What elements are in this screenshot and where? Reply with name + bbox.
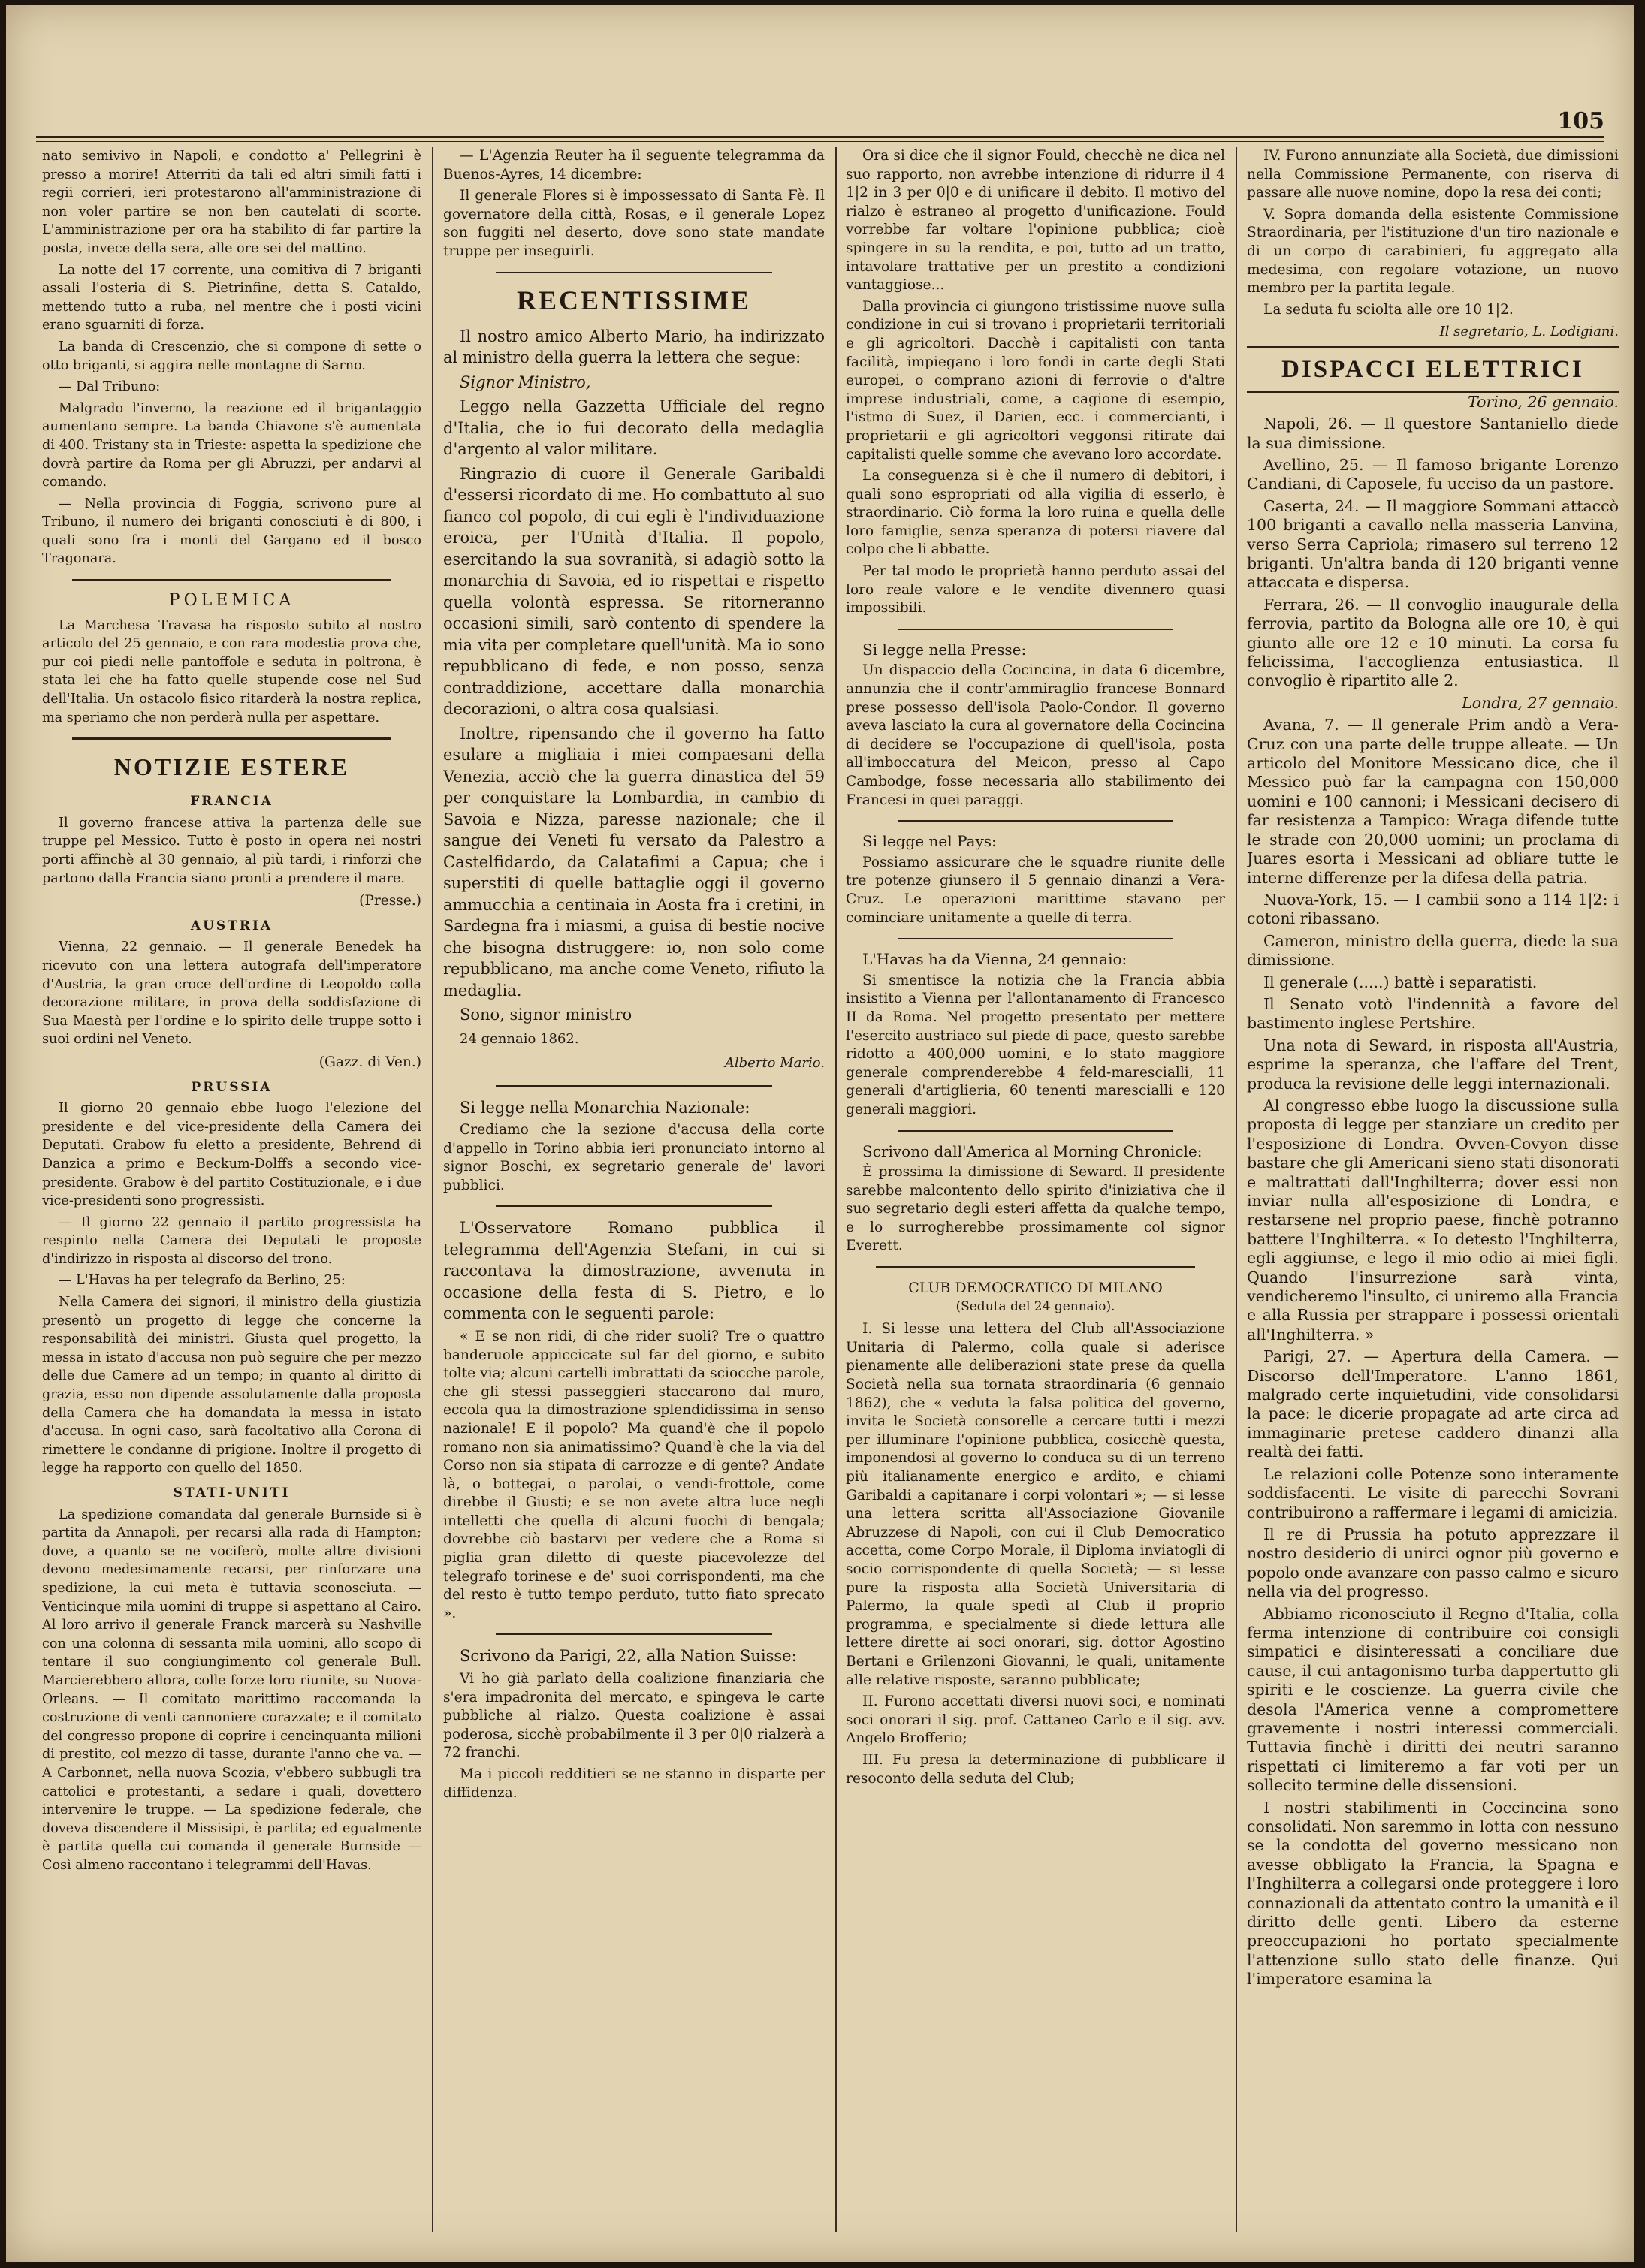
paragraph: Scrivono dall'America al Morning Chronicle: [862, 1142, 1203, 1160]
paragraph: La notte del 17 corrente, una comitiva di 7 briganti assali l'osteria di S. Pietrinfine, detta S. Cataldo, mettendo tutto a ruba, nel mentre che i posti vicini erano sguarniti di forza. [42, 262, 421, 333]
country-heading-francia: FRANCIA [190, 794, 273, 810]
salutation: Signor Ministro, [460, 372, 591, 391]
dispatch: Le relazioni colle Potenze sono interamente soddisfacenti. Le visite di parecchi Sovrani contribuirono a raffermare i legami di amicizia. [1247, 1464, 1619, 1522]
paragraph: È prossima la dimissione di Seward. Il presidente sarebbe malcontento dello spirito d'iniziativa che il suo segretario degli esteri affetta da qualche tempo, e lo surrogherebbe prossimamente col signor Everett. [846, 1164, 1225, 1254]
dispatch: Cameron, ministro della guerra, diede la sua dimissione. [1247, 931, 1619, 970]
dispatch: Una nota di Seward, in risposta all'Austria, esprime la speranza, che l'affare del Trent, produca la revisione delle leggi internazionali. [1247, 1036, 1619, 1093]
paragraph: I. Si lesse una lettera del Club all'Associazione Unitaria di Palermo, colla quale si aderisce pienamente alle deliberazioni state prese da quella Società nella sua tornata straordinaria (6 gennaio 1862), che « veduta la falsa politica del governo, invita le Società consorelle a cercare tutti i mezzi per illuminare l'opinione pubblica, cosicchè questa, imponendosi al governo lo conduca su di un terreno più italianamente energico e ardito, e chiami Garibaldi a capitanare i corpi volontari »; — si lesse una lettera scritta all'Associazione Giovanile Abruzzese di Napoli, con cui il Club Democratico accetta, come Corpo Morale, il Diploma inviatogli di socio corrispondente di quella Società; — si lesse pure la risposta alla Società Universitaria di Palermo, la quale spedì al Club il proprio programma, e specialmente si diede lettura alle lettere dirette ai soci onorari, sig. dottor Agostino Bertani e Grilenzoni Giovanni, le quali, unitamente alle relative risposte, saranno pubblicate; [846, 1321, 1225, 1688]
divider [898, 820, 1173, 822]
dispatch: Nuova-York, 15. — I cambii sono a 114 1|2: i cotoni ribassano. [1247, 890, 1619, 928]
section-title-dispacci: DISPACCI ELETTRICI [1281, 355, 1584, 383]
source-note: (Presse.) [359, 893, 421, 909]
section-title-estere: NOTIZIE ESTERE [113, 753, 350, 781]
letter-paragraph: Inoltre, ripensando che il governo ha fatto esulare a migliaia i miei compaesani della Venezia, acciò che la guerra dinastica del 59 per conquistare la Lombardia, in cambio di Savoia e Nizza, paresse nazionale; che il sangue dei Veneti fu versato da Palestro a Castelfidardo, da Calatafimi a Capua; che i superstiti di quelle battaglie oggi il governo ammucchia a centinaia in Aosta fra i cretini, in Sardegna fra i miasmi, a guisa di bestie nocive che bisogna distruggere: io, non solo come repubblicano, ma anche come Veneto, rifiuto la medaglia. [443, 724, 825, 1000]
divider [898, 938, 1173, 939]
paragraph: Si legge nel Pays: [862, 832, 997, 851]
dateline: Londra, 27 gennaio. [1462, 693, 1619, 712]
divider [496, 1205, 772, 1207]
letter-date: 24 gennaio 1862. [460, 1030, 579, 1047]
dateline: Torino, 26 gennaio. [1468, 392, 1619, 411]
letter-paragraph: Leggo nella Gazzetta Ufficiale del regno d'Italia, che io fui decorato della medaglia d'argento al valor militare. [443, 397, 825, 459]
paragraph: Ma i piccoli redditieri se ne stanno in disparte per diffidenza. [443, 1766, 825, 1801]
section-title-recentissime: RECENTISSIME [516, 285, 752, 315]
section-title-polemica: POLEMICA [168, 591, 295, 611]
column-separator [1236, 147, 1237, 2232]
paragraph: La seduta fu sciolta alle ore 10 1|2. [1263, 301, 1514, 318]
paragraph: Possiamo assicurare che le squadre riunite delle tre potenze giunsero il 5 gennaio dinanzi a Vera-Cruz. Le operazioni marittime stavano per cominciare unitamente a quelle di terra. [846, 854, 1225, 926]
page-number: 105 [1557, 108, 1604, 134]
paragraph: — Il giorno 22 gennaio il partito progressista ha respinto nella Camera dei Deputati le proposte d'indirizzo in risposta al discorso del trono. [42, 1214, 421, 1267]
column-separator [835, 147, 837, 2232]
dispacci-header [1247, 346, 1619, 393]
divider [876, 1266, 1195, 1268]
paragraph: II. Furono accettati diversi nuovi soci, e nominati soci onorari il sig. prof. Cattaneo Carlo e il sig. avv. Angelo Brofferio; [846, 1693, 1225, 1747]
dispatch: Ferrara, 26. — Il convoglio inaugurale della ferrovia, partito da Bologna alle ore 10, è qui giunto alle ore 12 e 10 minuti. La corsa fu felicissima, l'accoglienza entusiastica. Il convoglio è ripartito alle 2. [1247, 595, 1619, 690]
paragraph: L'Havas ha da Vienna, 24 gennaio: [862, 950, 1127, 969]
paragraph: Vi ho già parlato della coalizione finanziaria che s'era impadronita del mercato, e spingeva le carte pubbliche al rialzo. Questa coalizione è assai poderosa, sicchè probabilmente il 3 per 0|0 rialzerà a 72 franchi. [443, 1670, 825, 1761]
paragraph: — L'Agenzia Reuter ha il seguente telegramma da Buenos-Ayres, 14 dicembre: [443, 148, 825, 182]
paragraph: La conseguenza si è che il numero di debitori, i quali sono espropriati od alla vigilia di esserlo, è straordinario. Ciò forma la loro ruina e quella delle loro famiglie, senza speranza di potersi riavere dal colpo che li abbatte. [846, 468, 1225, 558]
country-heading-prussia: PRUSSIA [191, 1079, 273, 1095]
newspaper-page [6, 5, 1634, 2262]
paragraph: « E se non ridi, di che rider suoli? Tre o quattro banderuole appiccicate sul far del giorno, e subito tolte via; alcuni cartelli imbrattati da sciocche parole, che gli stessi passeggieri staccarono dal muro, eccola qua la dimostrazione splendidissima in senso nazionale! E il popolo? Ma quand'è che il popolo romano non sia animatissimo? Quand'è che la via del Corso non sia stipata di carrozze e di gente? Andate là, o bottegai, o parolai, o vendi-frottole, come direbbe il Giusti; e se non avete altra luce negli intelletti che quella di alcuni fuochi di bengala; dovrebbe ciò bastarvi per vedere che a Roma si piglia gran diletto di queste piacevolezze del telegrafo torinese e de' suoi corrispondenti, ma che del resto è tutto tempo perduto, tutto fiato sprecato ». [443, 1328, 825, 1621]
paragraph: Si legge nella Monarchia Nazionale: [460, 1098, 750, 1117]
paragraph: Il nostro amico Alberto Mario, ha indirizzato al ministro della guerra la lettera che segue: [443, 327, 825, 367]
paragraph: Scrivono da Parigi, 22, alla Nation Suisse: [460, 1647, 797, 1666]
paragraph: Il giorno 20 gennaio ebbe luogo l'elezione del presidente e del vice-presidente della Camera dei Deputati. Grabow fu eletto a presidente, Behrend di Danzica a primo e Beckum-Dolffs a secondo vice-presidente. Grabow è del partito Costituzionale, e i due vice-presidenti sono progressisti. [42, 1101, 421, 1209]
dispatch: Avana, 7. — Il generale Prim andò a Vera-Cruz con una parte delle truppe alleate. — Un articolo del Monitore Messicano dice, che il Messico può far la campagna con 150,000 uomini e 100 cannoni; i Messicani decisero di far resistenza a Tampico: Wraga difende tutte le strade con 20,000 uomini; un proclama di Juares esorta i Messicani ad obliare tutte le interne differenze per la difesa della patria. [1247, 716, 1619, 887]
column-separator [432, 147, 433, 2232]
country-heading-usa: STATI-UNITI [173, 1485, 291, 1500]
paragraph: III. Fu presa la determinazione di pubblicare il resoconto della seduta del Club; [846, 1751, 1225, 1787]
column-1 [42, 147, 421, 2232]
dispatch: Il re di Prussia ha potuto apprezzare il nostro desiderio di unirci ognor più governo e popolo onde avanzare con passo calmo e sicuro nella via del progresso. [1247, 1525, 1619, 1601]
divider [72, 737, 391, 740]
paragraph: V. Sopra domanda della esistente Commissione Straordinaria, per l'istituzione d'un tiro nazionale e di un corpo di carabinieri, fu aggregato alla medesima, con regolare votazione, un nuovo membro per la partita legale. [1247, 206, 1619, 297]
dispatch: Il Senato votò l'indennità a favore del bastimento inglese Pertshire. [1247, 994, 1619, 1033]
paragraph: La spedizione comandata dal generale Burnside si è partita da Annapoli, per recarsi alla rada di Hampton; dove, a quanto se ne vociferò, molte altre divisioni devono medesimamente recarsi, per rinforzare una spedizione, la cui meta è tuttavia sconosciuta. — Venticinque mila uomini di truppe si aspettano al Cairo. Al loro arrivo il generale Franck marcerà su Nashville con una colonna di sessanta mila uomini, allo scopo di tentare il suo congiungimento col generale Bull. Marcierebbero allora, colle forze loro riunite, su Nuova-Orleans. — Il comitato marittimo raccomanda la costruzione di venti cannoniere corazzate; e il comitato del congresso propone di coprire i cencinquanta milioni di prestito, col mezzo di tasse, durante l'anno che va. — A Carbonnet, nella nuova Scozia, v'ebbero subbugli tra cattolici e protestanti, a sedare i quali, dovettero intervenire le truppe. — La spedizione federale, che doveva discendere il Missisipi, è partita; ed egualmente è partita quella cui comanda il generale Burnside — Così almeno raccontano i telegrammi dell'Havas. [42, 1506, 421, 1873]
divider [898, 629, 1173, 630]
dispatch: Napoli, 26. — Il questore Santaniello diede la sua dimissione. [1247, 415, 1619, 452]
paragraph: Il governo francese attiva la partenza delle sue truppe pel Messico. Tutto è posto in opera nei nostri porti affinchè al 30 gennaio, al più tardi, i rinforzi che partono dalla Francia siano pronti a prendere il mare. [42, 815, 421, 886]
divider [898, 1130, 1173, 1132]
divider [496, 1085, 772, 1087]
source-note: (Gazz. di Ven.) [318, 1054, 421, 1070]
paragraph: Crediamo che la sezione d'accusa della corte d'appello in Torino abbia ieri pronunciato intorno al signor Boschi, ex segretario generale de' lavori pubblici. [443, 1122, 825, 1193]
paragraph: L'Osservatore Romano pubblica il telegramma dell'Agenzia Stefani, in cui si raccontava la dimostrazione, avvenuta in occasione della festa di S. Pietro, e lo commenta con le seguenti parole: [443, 1219, 825, 1323]
paragraph: Il generale Flores si è impossessato di Santa Fè. Il governatore della città, Rosas, e il generale Lopez son fuggiti nel deserto, dove sono state mandate truppe per inseguirli. [443, 188, 825, 259]
letter-paragraph: Sono, signor ministro [460, 1006, 632, 1024]
letter-paragraph: Ringrazio di cuore il Generale Garibaldi d'essersi ricordato di me. Ho combattuto al suo fianco col popolo, di cui egli è l'individuazione eroica, per l'Unità d'Italia. Il popolo, esercitando la sua sovranità, si adagiò sotto la monarchia di Savoia, ed io rispettai e rispetto quella volontà espressa. Se ritorneranno occasioni simili, sarò contento di spendere la mia vita per completare quell'unità. Ma io sono repubblicano di fede, e non posso, senza contraddizione, accettare dalla monarchia decorazioni, o altra cosa qualsiasi. [443, 464, 825, 719]
dispatch: Al congresso ebbe luogo la discussione sulla proposta di legge per stanziare un credito per l'esposizione di Londra. Ovven-Covyon disse bastare che gli Americani sieno stati disonorati e maltrattati dall'Inghilterra; dover essi non inviar nulla all'esposizione di Londra, e restarsene nel proprio paese, finchè potranno battere l'Inghilterra. « Io detesto l'Inghilterra, egli aggiunse, e lego il mio odio ai miei figli. Quando l'insurrezione sarà vinta, vendicheremo l'insulto, ci uniremo alla Francia e alla Russia per strappare i possessi orientali all'Inghilterra. » [1247, 1096, 1619, 1344]
country-heading-austria: AUSTRIA [190, 918, 273, 933]
paragraph: IV. Furono annunziate alla Società, due dimissioni nella Commissione Permanente, con riserva di passare alle nuove nomine, dopo la resa dei conti; [1247, 148, 1619, 201]
letter-signature: Alberto Mario. [724, 1055, 825, 1072]
dispatch: I nostri stabilimenti in Coccincina sono consolidati. Non saremmo in lotta con nessuno se la condotta del governo messicano non avesse obbligato la Francia, la Spagna e l'Inghilterra a collegarsi onde proteggere i loro connazionali da attentato contro la umanità e il diritto delle genti. Libero da esterne preoccupazioni ho portato specialmente l'attenzione sullo stato delle finanze. Qui l'imperatore esamina la [1247, 1798, 1619, 1989]
dispatch: Il generale (.....) battè i separatisti. [1263, 973, 1538, 991]
dispatch: Parigi, 27. — Apertura della Camera. — Discorso dell'Imperatore. L'anno 1861, malgrado certe inquietudini, vide consolidarsi la pace: le dicerie propagate ad arte circa ad immaginarie pretese caddero dinanzi alla realtà dei fatti. [1247, 1347, 1619, 1461]
dispatch: Abbiamo riconosciuto il Regno d'Italia, colla ferma intenzione di contribuire coi consigli simpatici e disinteressati a conciliare due cause, il cui antagonismo turba dappertutto gli spiriti e le coscienze. La guerra civile che desola l'America venne a compromettere gravemente i nostri interessi commerciali. Tuttavia finchè i diritti dei neutri saranno rispettati ci limiteremo a far voti per un sollecito termine delle dissensioni. [1247, 1604, 1619, 1795]
paragraph: La Marchesa Travasa ha risposto subito al nostro articolo del 25 gennaio, e con rara modestia prova che, pur coi piedi nelle pantoffole e seduta in poltrona, è stata lei che ha fatto quelle stupende cose nel Sud dell'Italia. Un ostacolo fisico ritarderà la nostra replica, ma speriamo che non perderà nulla per aspettare. [42, 617, 421, 725]
club-title: CLUB DEMOCRATICO DI MILANO [908, 1280, 1163, 1297]
divider [496, 272, 772, 273]
divider [72, 579, 391, 581]
paragraph: Si smentisce la notizia che la Francia abbia insistito a Vienna per l'allontanamento di Francesco II da Roma. Nel progetto presentato per mettere l'esercito austriaco sul piede di pace, questo sarebbe ridotto a 400,000 uomini, e lo stato maggiore generale comprenderebbe 4 feld-marescialli, 11 generali d'artiglieria, 60 tenenti marescialli e 120 generali maggiori. [846, 972, 1225, 1117]
paragraph: — L'Havas ha per telegrafo da Berlino, 25: [59, 1273, 346, 1289]
column-3 [846, 147, 1225, 2232]
paragraph: Dalla provincia ci giungono tristissime nuove sulla condizione in cui si trovano i proprietarii territoriali e gli agricoltori. Dacchè i capitalisti con tanta facilità, impiegano i loro fondi in carte degli Stati europei, o comprano azioni di ferrovie o d'altre imprese industriali, come, a cagione di esempio, l'istmo di Suez, il Darien, ecc. i commercianti, i proprietarii e gli agricoltori veggonsi ritirate dai capitalisti quelle somme che avevano loro accordate. [846, 298, 1225, 463]
paragraph: Malgrado l'inverno, la reazione ed il brigantaggio aumentano sempre. La banda Chiavone s'è aumentata di 400. Tristany sta in Trieste: aspetta la spedizione che dovrà partire da Roma per gli Abruzzi, per andarvi al comando. [42, 400, 421, 490]
paragraph: Nella Camera dei signori, il ministro della giustizia presentò un progetto di legge che concerne la responsabilità dei ministri. Giusta quel progetto, la messa in istato d'accusa non può seguire che per mezzo delle due Camere ad un tempo; in quanto al diritto di grazia, esso non dipende assolutamente dalla proposta della Camera che ha domandata la messa in istato d'accusa. In ogni caso, sarà facoltativo alla Corona di rimettere le condanne di prigione. Inoltre il progetto di legge ha rapporto con quello del 1850. [42, 1295, 421, 1476]
paragraph: La banda di Crescenzio, che si compone di sette o otto briganti, si aggira nelle montagne di Sarno. [42, 339, 421, 373]
paragraph: — Dal Tribuno: [59, 379, 161, 395]
secretary-signature: Il segretario, L. Lodigiani. [1439, 324, 1619, 340]
dispatch: Caserta, 24. — Il maggiore Sommani attaccò 100 briganti a cavallo nella masseria Lanvina, verso Serra Capriola; rimasero sul terreno 12 briganti. Un'altra banda di 120 briganti venne attaccata e dispersa. [1247, 496, 1619, 592]
column-4 [1247, 147, 1619, 2232]
column-2 [443, 147, 825, 2232]
paragraph: Un dispaccio della Cocincina, in data 6 dicembre, annunzia che il contr'ammiraglio francese Bonnard prese possesso dell'isola Paolo-Condor. Il governo aveva lasciato la cura al governatore della Cocincina di decidere se l'occupazione di quell'isola, posta all'imboccatura del Meicon, presso al Capo Cambodge, fosse necessaria allo stabilimento dei Francesi in quei paraggi. [846, 662, 1225, 808]
paragraph: Ora si dice che il signor Fould, checchè ne dica nel suo rapporto, non avrebbe intenzione di ridurre il 4 1|2 in 3 per 0|0 e di unificare il debito. Il motivo del rialzo è estraneo al progetto d'unificazione. Fould vorrebbe far voltare l'opinione pubblica; cioè spingere in su la rendita, e poi, tutto ad un tratto, intavolare trattative per un prestito a condizioni vantaggiose... [846, 148, 1225, 294]
dispatch: Avellino, 25. — Il famoso brigante Lorenzo Candiani, di Caposele, fu ucciso da un pastore. [1247, 455, 1619, 493]
paragraph: — Nella provincia di Foggia, scrivono pure al Tribuno, il numero dei briganti conosciuti è di 800, i quali sono fra i monti del Gargano ed il bosco Tragonara. [42, 496, 421, 567]
paragraph: Per tal modo le proprietà hanno perduto assai del loro reale valore e le vendite divennero quasi impossibili. [846, 563, 1225, 617]
paragraph: nato semivivo in Napoli, e condotto a' Pellegrini è presso a morire! Atterriti da tali ed altri simili fatti i regii corrieri, ieri protestarono all'amministrazione di non voler partire se non ben cautelati di scorte. L'amministrazione per ora ha stabilito di far partire la posta, invece della sera, alle ore sei del mattino. [42, 149, 421, 256]
paragraph: Vienna, 22 gennaio. — Il generale Benedek ha ricevuto con una lettera autografa dell'imperatore d'Austria, la gran croce dell'ordine di Leopoldo colla decorazione militare, in prova della soddisfazione di Sua Maestà per l'ordine e lo spirito delle truppe sotto i suoi ordini nel Veneto. [42, 939, 421, 1048]
divider [496, 1633, 772, 1635]
header-rule [36, 136, 1604, 142]
paragraph: Si legge nella Presse: [862, 640, 1027, 659]
club-subtitle: (Seduta del 24 gennaio). [955, 1298, 1115, 1314]
